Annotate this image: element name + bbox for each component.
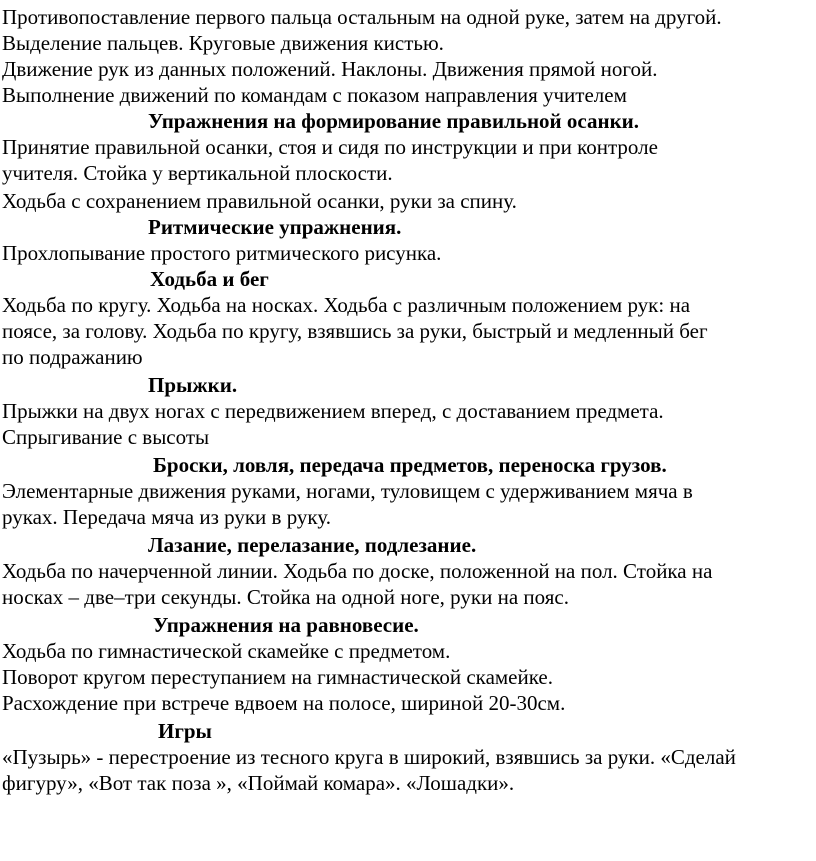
text-line: «Пузырь» - перестроение из тесного круга в широкий, взявшись за руки. «Сделай [2,745,736,769]
section-heading: Прыжки. [148,373,238,397]
section-heading: Ходьба и бег [150,267,269,291]
text-line: поясе, за голову. Ходьба по кругу, взявшись за руки, быстрый и медленный бег [2,319,708,343]
section-heading: Ритмические упражнения. [148,215,402,239]
text-line: Поворот кругом переступанием на гимнастической скамейке. [2,665,553,689]
text-line: Ходьба по начерченной линии. Ходьба по доске, положенной на пол. Стойка на [2,559,713,583]
text-line: Элементарные движения руками, ногами, туловищем с удерживанием мяча в [2,479,693,503]
text-line: Спрыгивание с высоты [2,425,210,449]
text-line: Ходьба по гимнастической скамейке с предметом. [2,639,451,663]
text-line: фигуру», «Вот так поза », «Поймай комара». «Лошадки». [2,771,515,795]
section-heading: Лазание, перелазание, подлезание. [148,533,477,557]
text-line: Выделение пальцев. Круговые движения кистью. [2,31,444,55]
text-line: Прыжки на двух ногах с передвижением вперед, с доставанием предмета. [2,399,664,423]
text-line: Движение рук из данных положений. Наклоны. Движения прямой ногой. [2,57,658,81]
text-line: Принятие правильной осанки, стоя и сидя по инструкции и при контроле [2,135,658,159]
text-line: Прохлопывание простого ритмического рисунка. [2,241,442,265]
section-heading: Игры [158,719,212,743]
text-line: учителя. Стойка у вертикальной плоскости. [2,161,393,185]
section-heading: Броски, ловля, передача предметов, переноска грузов. [153,453,667,477]
text-line: Выполнение движений по командам с показом направления учителем [2,83,627,107]
text-line: Расхождение при встрече вдвоем на полосе, шириной 20-30см. [2,691,566,715]
text-line: руках. Передача мяча из руки в руку. [2,505,331,529]
section-heading: Упражнения на формирование правильной осанки. [148,109,640,133]
text-line: по подражанию [2,345,143,369]
text-line: Ходьба с сохранением правильной осанки, руки за спину. [2,189,517,213]
text-line: Противопоставление первого пальца остальным на одной руке, затем на другой. [2,5,722,29]
section-heading: Упражнения на равновесие. [153,613,419,637]
text-line: носках – две–три секунды. Стойка на одной ноге, руки на пояс. [2,585,569,609]
text-line: Ходьба по кругу. Ходьба на носках. Ходьба с различным положением рук: на [2,293,691,317]
